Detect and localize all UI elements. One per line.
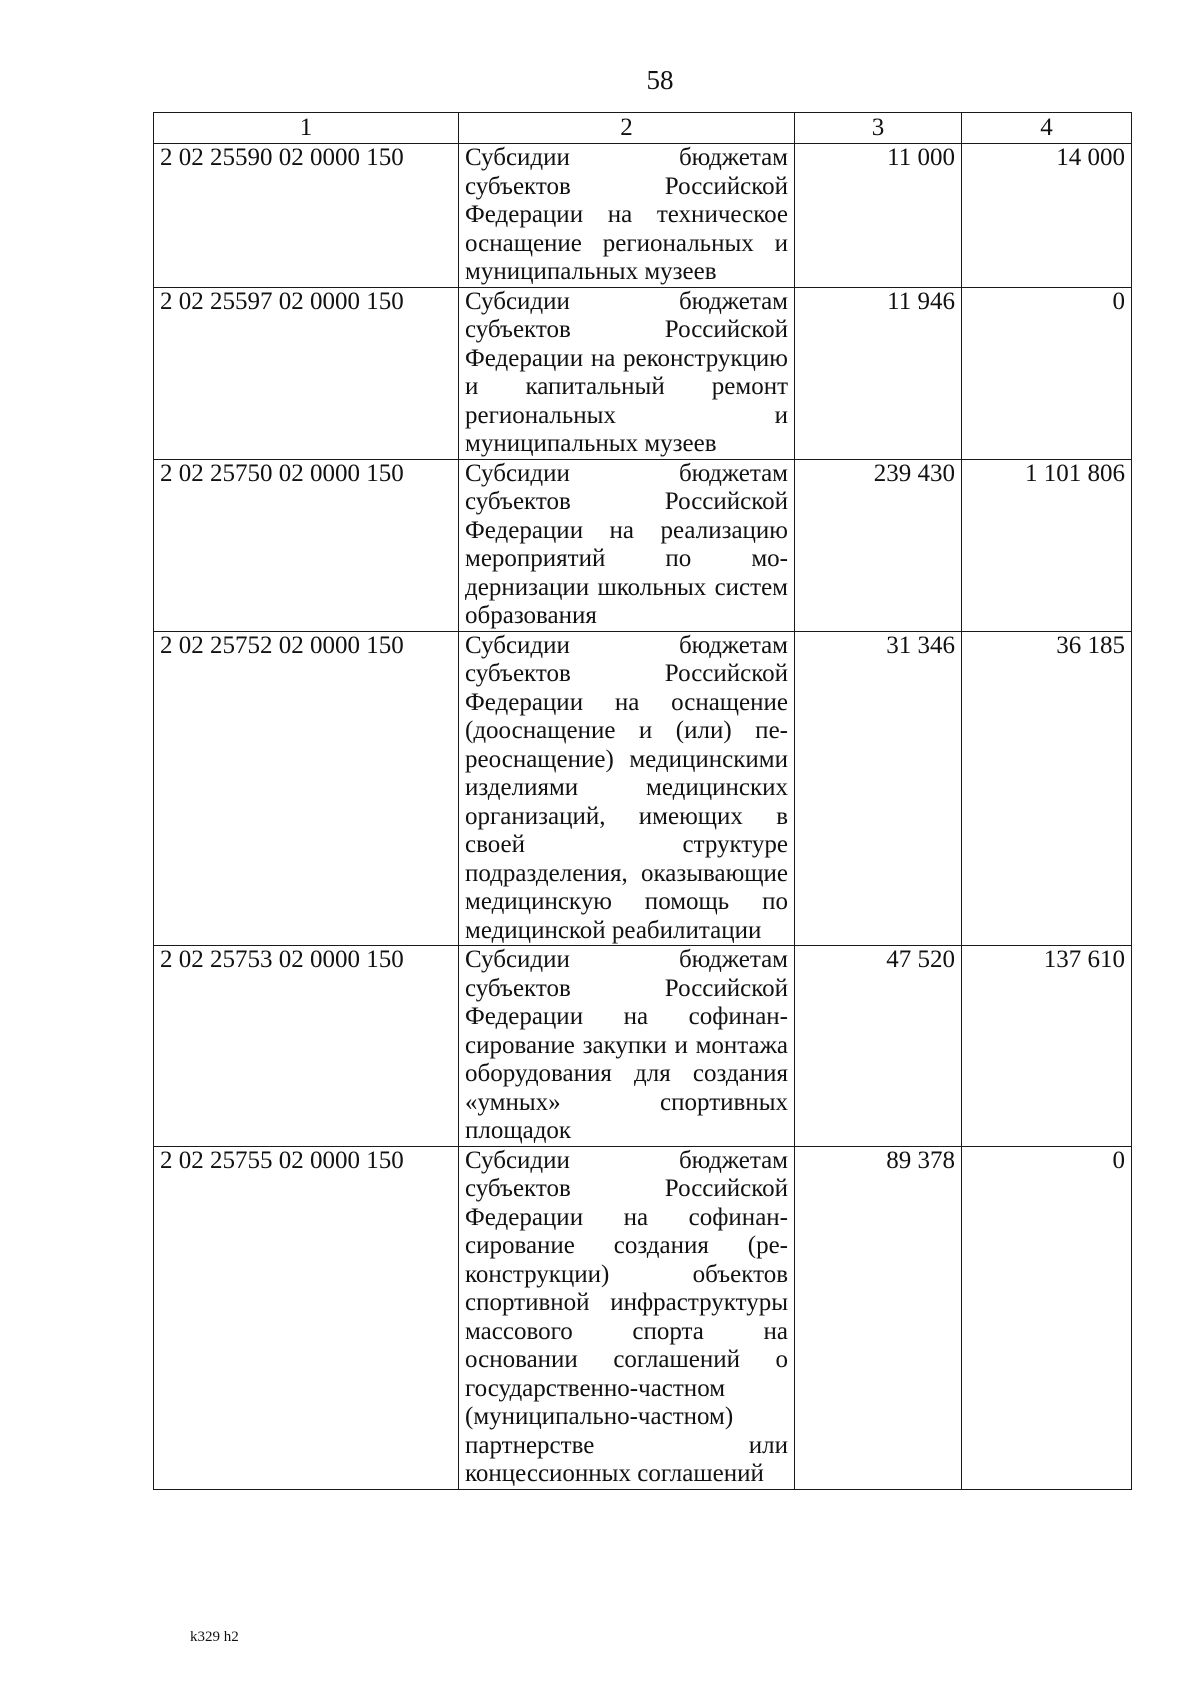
table-row [154, 144, 1132, 288]
row-col3-value: 47 520 [795, 946, 962, 1147]
budget-table [153, 112, 1132, 1490]
document-footer-code: k329 h2 [190, 1629, 239, 1645]
row-col4-value: 0 [962, 1146, 1132, 1489]
header-col-3: 3 [795, 113, 962, 144]
row-code: 2 02 25755 02 0000 150 [154, 1146, 459, 1489]
row-col3-value: 11 000 [795, 144, 962, 288]
row-col4-value: 137 610 [962, 946, 1132, 1147]
table-row [154, 1146, 1132, 1489]
row-col4-value: 36 185 [962, 631, 1132, 946]
row-description: Субсидии бюджетам субъектов Российской Федерации на оснащение (дооснащение и (или) переоснащение) медицинскими изделиями медицинских организаций, имеющих в своей структуре подразделения, оказывающие медицинскую помощь по медицинской реабилитации [459, 631, 795, 946]
row-code: 2 02 25752 02 0000 150 [154, 631, 459, 946]
row-code: 2 02 25597 02 0000 150 [154, 287, 459, 459]
row-description: Субсидии бюджетам субъектов Российской Федерации на реконструкцию и капитальный ремонт региональных и муниципальных музеев [459, 287, 795, 459]
row-description: Субсидии бюджетам субъектов Российской Федерации на софинансирование закупки и монтажа оборудования для создания «умных» спортивных площадок [459, 946, 795, 1147]
table-header [154, 113, 1132, 144]
row-code: 2 02 25753 02 0000 150 [154, 946, 459, 1147]
table-row [154, 946, 1132, 1147]
table-body [154, 144, 1132, 1490]
row-description: Субсидии бюджетам субъектов Российской Федерации на техническое оснащение региональных и муниципальных музеев [459, 144, 795, 288]
row-col3-value: 239 430 [795, 459, 962, 631]
header-col-2: 2 [459, 113, 795, 144]
header-col-1: 1 [154, 113, 459, 144]
row-description: Субсидии бюджетам субъектов Российской Федерации на софинансирование создания (реконструкции) объектов спортивной инфраструктуры массового спорта на основании соглашений о государственно-частном (муниципально-частном) партнерстве или концессионных соглашений [459, 1146, 795, 1489]
table-row [154, 459, 1132, 631]
row-code: 2 02 25590 02 0000 150 [154, 144, 459, 288]
row-col3-value: 89 378 [795, 1146, 962, 1489]
row-col3-value: 31 346 [795, 631, 962, 946]
row-code: 2 02 25750 02 0000 150 [154, 459, 459, 631]
header-row [154, 113, 1132, 144]
header-col-4: 4 [962, 113, 1132, 144]
row-col3-value: 11 946 [795, 287, 962, 459]
table-row [154, 287, 1132, 459]
table-row [154, 631, 1132, 946]
row-description: Субсидии бюджетам субъектов Российской Федерации на реализацию мероприятий по модернизации школьных систем образования [459, 459, 795, 631]
row-col4-value: 14 000 [962, 144, 1132, 288]
row-col4-value: 1 101 806 [962, 459, 1132, 631]
page-number: 58 [646, 65, 674, 95]
row-col4-value: 0 [962, 287, 1132, 459]
